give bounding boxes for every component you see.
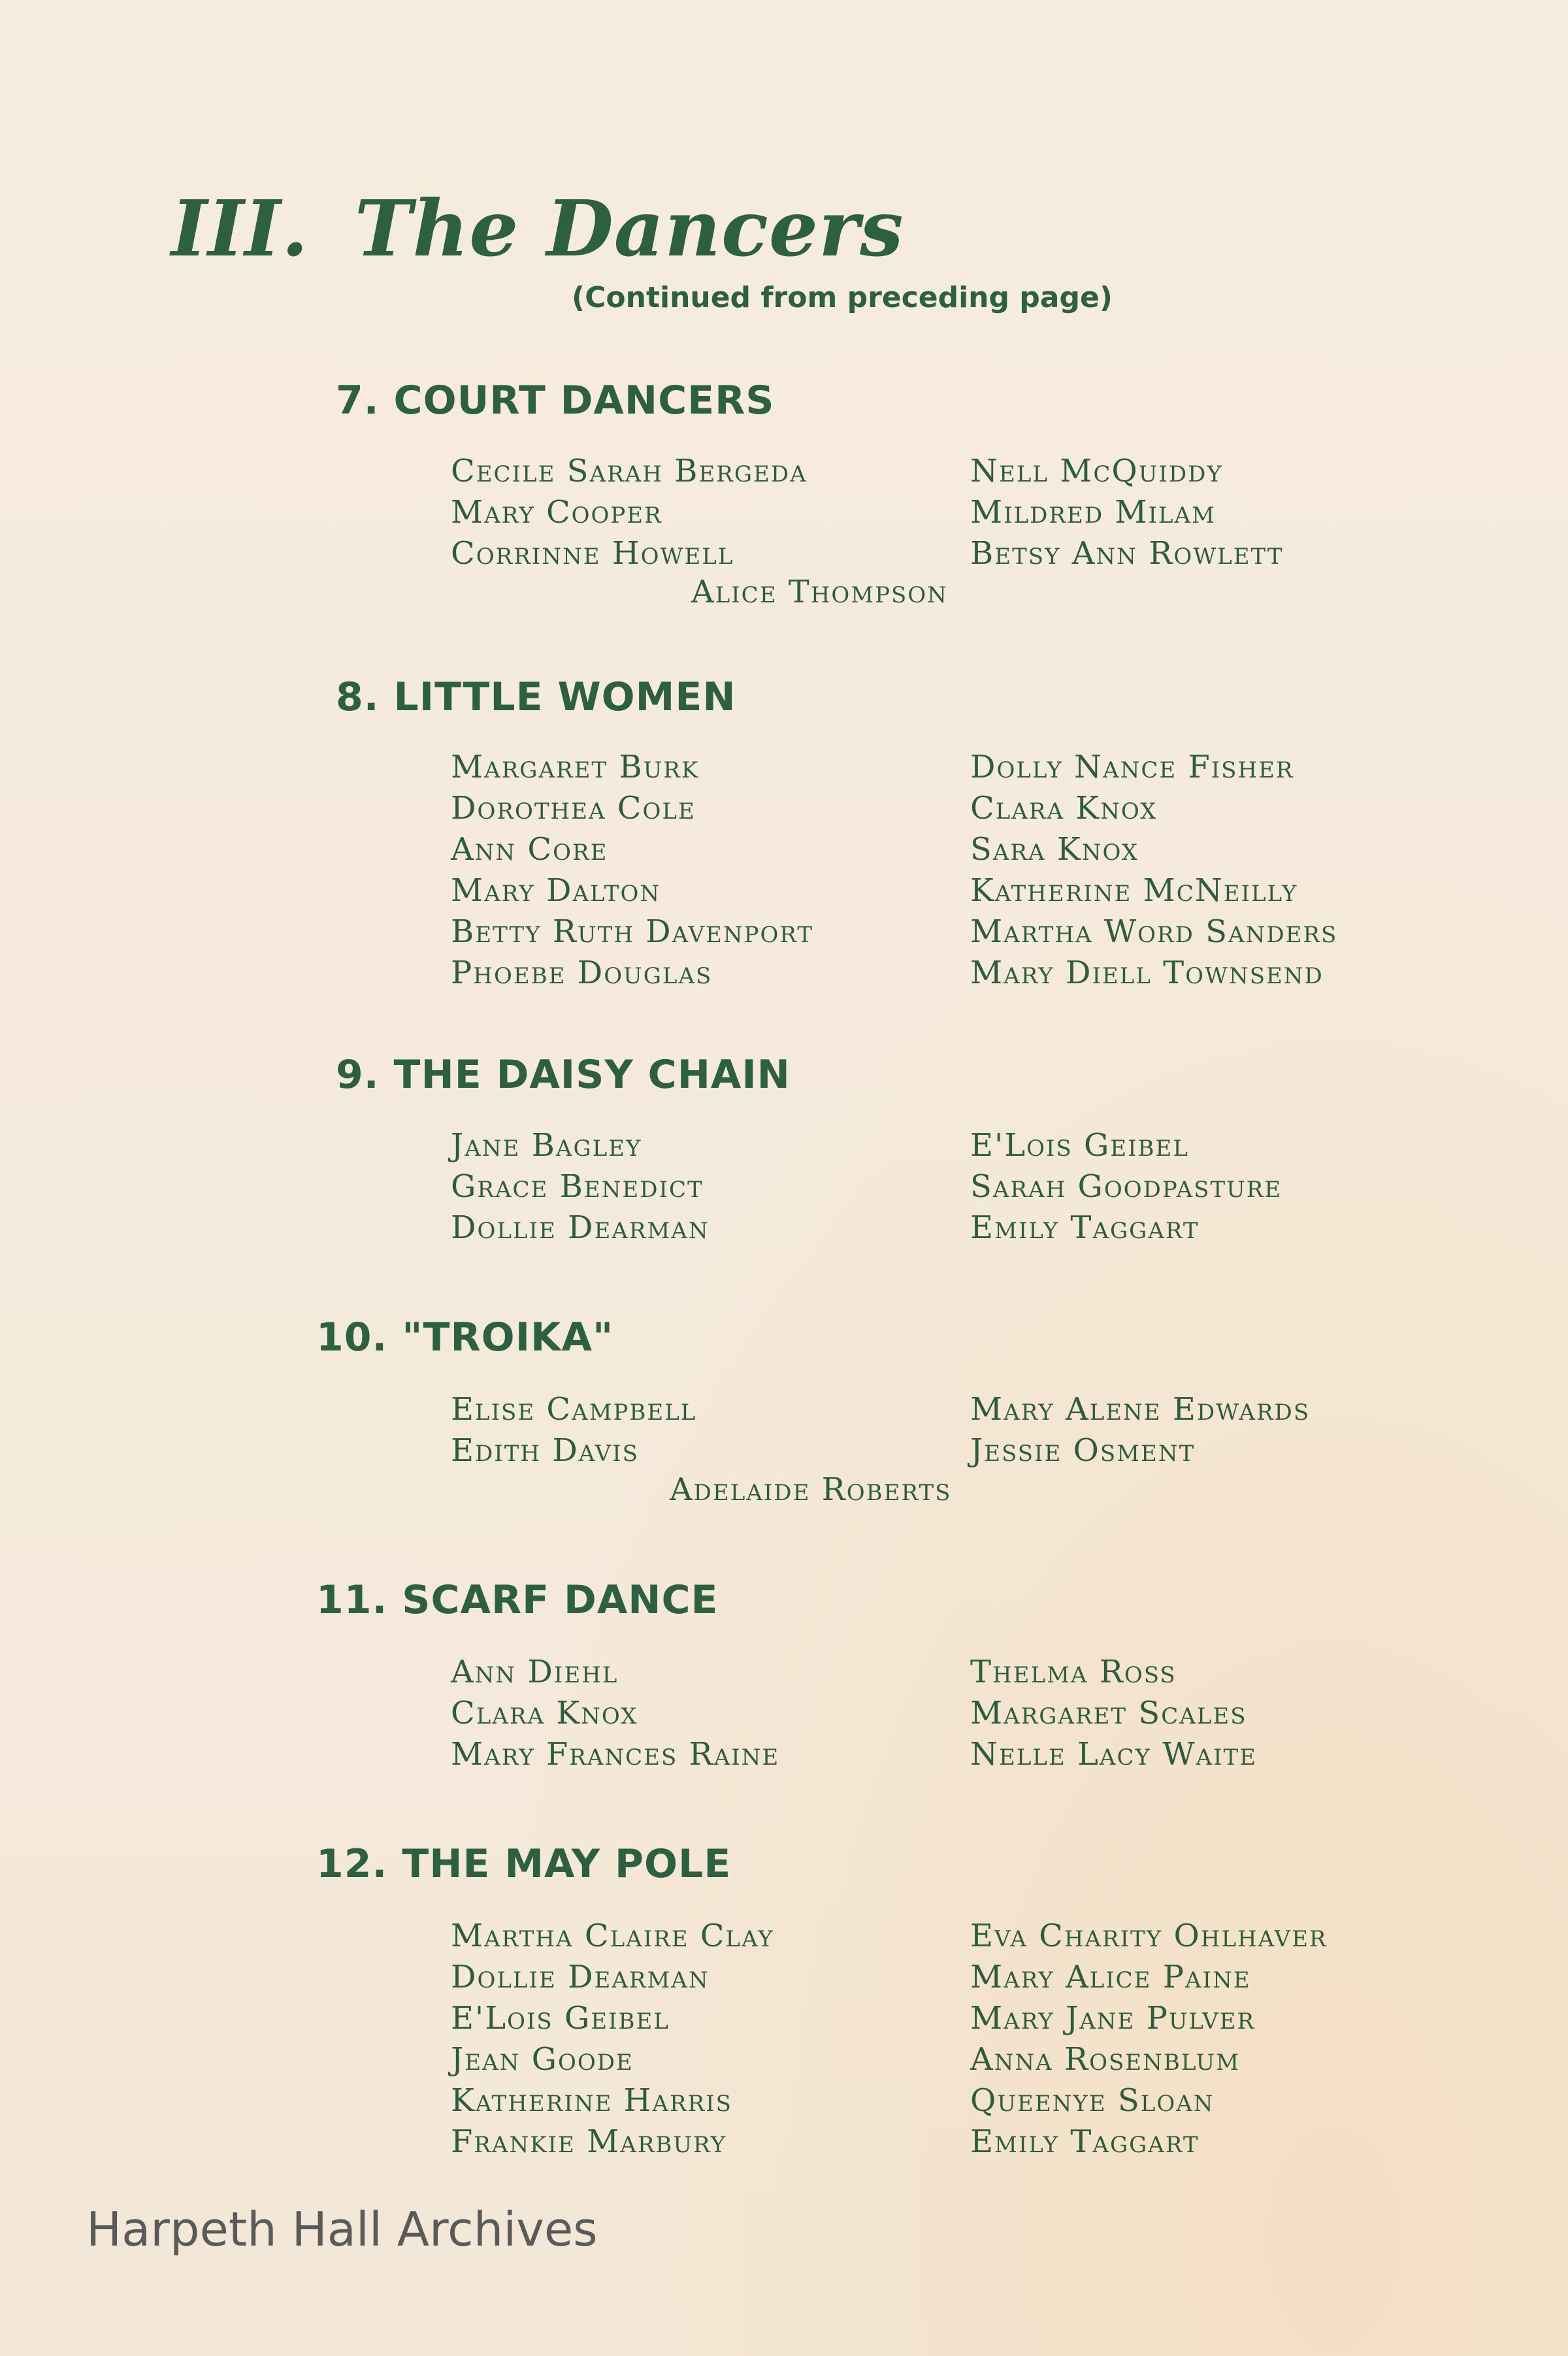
dancer-name: Phoebe Douglas — [451, 955, 713, 991]
section-heading-may-pole — [316, 1841, 731, 1887]
dancer-name: Queenye Sloan — [970, 2082, 1215, 2119]
names-left-column — [451, 1916, 774, 2163]
dancer-name: Emily Taggart — [970, 1209, 1200, 1246]
section-heading-daisy-chain — [336, 1052, 791, 1098]
section-name: SCARF DANCE — [402, 1577, 719, 1623]
dancer-name: Sara Knox — [970, 831, 1139, 868]
dancer-name: Margaret Burk — [451, 749, 700, 785]
dancer-name: Elise Campbell — [451, 1391, 697, 1428]
section-heading-court-dancers — [336, 378, 775, 423]
dancer-name: Mary Cooper — [451, 494, 662, 531]
title-text: The Dancers — [354, 183, 904, 274]
dancer-name: Mary Alene Edwards — [970, 1391, 1311, 1428]
dancer-name: E'Lois Geibel — [970, 1127, 1189, 1164]
page-subtitle: (Continued from preceding page) — [572, 281, 1113, 314]
dancer-name: Sarah Goodpasture — [970, 1168, 1282, 1205]
dancer-name: Mary Frances Raine — [451, 1736, 780, 1773]
dancer-name: Betty Ruth Davenport — [451, 913, 814, 950]
dancer-name: Margaret Scales — [970, 1695, 1247, 1731]
dancer-name: Anna Rosenblum — [970, 2041, 1241, 2078]
dancer-name: Corrinne Howell — [451, 535, 734, 572]
section-heading-little-women — [336, 674, 736, 720]
section-number: 12. — [316, 1841, 388, 1887]
section-name: COURT DANCERS — [393, 378, 775, 423]
dancer-name-centered: Alice Thompson — [691, 574, 948, 610]
section-name: THE DAISY CHAIN — [393, 1052, 791, 1098]
dancer-name-centered: Adelaide Roberts — [670, 1471, 952, 1508]
dancer-name: Katherine McNeilly — [970, 872, 1298, 909]
section-name: LITTLE WOMEN — [393, 674, 736, 720]
section-number: 7. — [336, 378, 380, 423]
names-right-column — [970, 1125, 1282, 1249]
section-number: 10. — [316, 1315, 388, 1360]
dancer-name: Frankie Marbury — [451, 2123, 727, 2160]
names-left-column — [451, 747, 813, 994]
section-name: "TROIKA" — [402, 1315, 614, 1360]
dancer-name: Clara Knox — [451, 1695, 638, 1731]
dancer-name: Ann Diehl — [451, 1654, 619, 1690]
dancer-name: E'Lois Geibel — [451, 2000, 670, 2037]
names-left-column — [451, 1652, 779, 1775]
dancer-name: Mary Jane Pulver — [970, 2000, 1256, 2037]
names-left-column — [451, 1389, 696, 1471]
dancer-name: Martha Claire Clay — [451, 1918, 774, 1954]
names-right-column — [970, 747, 1337, 994]
dancer-name: Dollie Dearman — [451, 1209, 710, 1246]
names-right-column — [970, 1916, 1328, 2163]
dancer-name: Jessie Osment — [970, 1432, 1196, 1469]
dancer-name: Mary Dalton — [451, 872, 661, 909]
dancer-name: Jean Goode — [451, 2041, 634, 2078]
dancer-name: Nelle Lacy Waite — [970, 1736, 1258, 1773]
dancer-name: Jane Bagley — [451, 1127, 642, 1164]
dancer-name: Nell McQuiddy — [970, 453, 1223, 489]
dancer-name: Grace Benedict — [451, 1168, 704, 1205]
dancer-name: Clara Knox — [970, 790, 1158, 826]
dancer-name: Thelma Ross — [970, 1654, 1177, 1690]
names-right-column — [970, 1652, 1257, 1775]
dancer-name: Cecile Sarah Bergeda — [451, 453, 808, 489]
dancer-name: Mary Alice Paine — [970, 1959, 1251, 1995]
dancer-name: Dolly Nance Fisher — [970, 749, 1294, 785]
dancer-name: Dollie Dearman — [451, 1959, 710, 1995]
names-left-column — [451, 1125, 710, 1249]
dancer-name: Mildred Milam — [970, 494, 1216, 531]
section-number: 9. — [336, 1052, 380, 1098]
dancer-name: Katherine Harris — [451, 2082, 732, 2119]
names-left-column — [451, 451, 808, 574]
archive-watermark: Harpeth Hall Archives — [86, 2202, 598, 2257]
names-right-column — [970, 1389, 1310, 1471]
dancer-name: Martha Word Sanders — [970, 913, 1338, 950]
section-number: 8. — [336, 674, 380, 720]
dancer-name: Dorothea Cole — [451, 790, 696, 826]
section-name: THE MAY POLE — [402, 1841, 732, 1887]
dancer-name: Edith Davis — [451, 1432, 639, 1469]
dancer-name: Eva Charity Ohlhaver — [970, 1918, 1328, 1954]
dancer-name: Emily Taggart — [970, 2123, 1200, 2160]
section-number: 11. — [316, 1577, 388, 1623]
section-heading-scarf-dance — [316, 1577, 719, 1623]
dancer-name: Betsy Ann Rowlett — [970, 535, 1284, 572]
page-title — [171, 183, 904, 274]
dancer-name: Mary Diell Townsend — [970, 955, 1324, 991]
section-roman-numeral: III. — [171, 183, 309, 274]
names-right-column — [970, 451, 1284, 574]
section-heading-troika — [316, 1315, 613, 1360]
dancer-name: Ann Core — [451, 831, 608, 868]
